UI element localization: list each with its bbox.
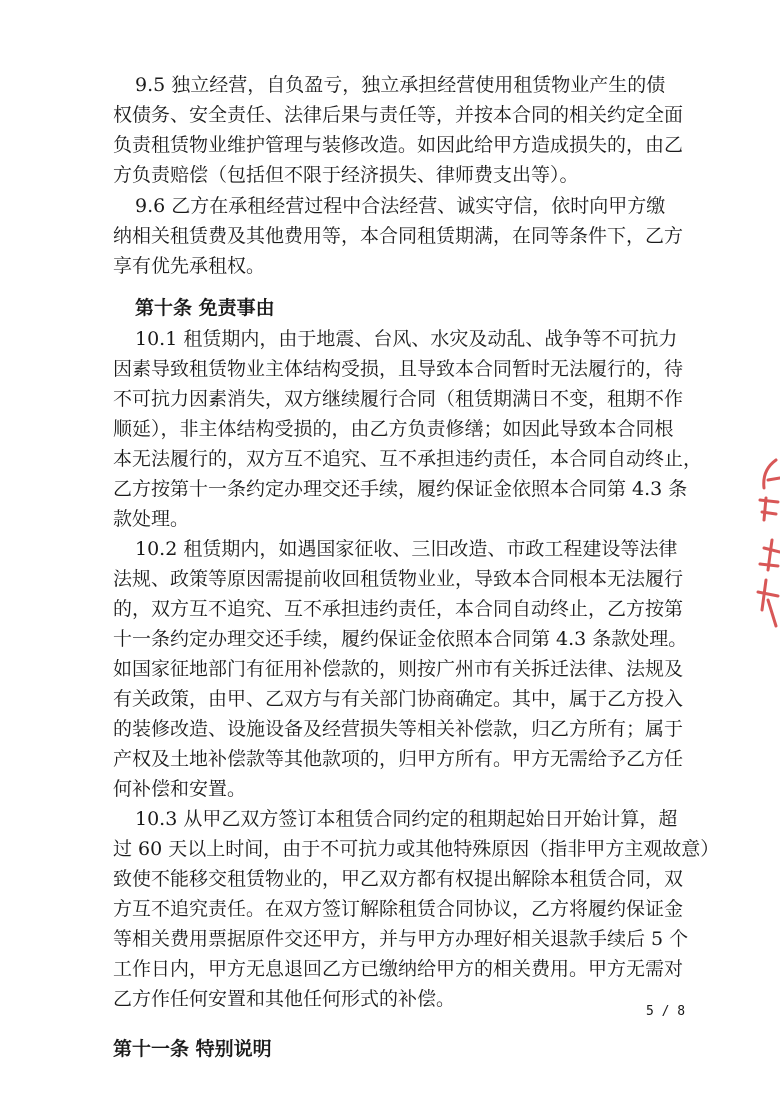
text-line: 有关政策，由甲、乙双方与有关部门协商确定。其中，属于乙方投入: [113, 688, 684, 710]
text-line: 本无法履行的，双方互不追究、互不承担违约责任，本合同自动终止，: [113, 448, 703, 470]
text-line: 工作日内，甲方无息退回乙方已缴纳给甲方的相关费用。甲方无需对: [113, 958, 684, 980]
text-line: 方负责赔偿（包括但不限于经济损失、律师费支出等）。: [113, 164, 579, 186]
text-line: 10.3 从甲乙双方签订本租赁合同约定的租期起始日开始计算，超: [135, 808, 678, 830]
text-line: 10.1 租赁期内，由于地震、台风、水灾及动乱、战争等不可抗力: [135, 328, 678, 350]
page-number: 5 / 8: [646, 1004, 686, 1019]
text-line: 负责租赁物业维护管理与装修改造。如因此给甲方造成损失的，由乙: [113, 134, 684, 156]
text-line: 如国家征地部门有征用补偿款的，则按广州市有关拆迁法律、法规及: [113, 658, 684, 680]
text-line: 乙方按第十一条约定办理交还手续，履约保证金依照本合同第 4.3 条: [113, 478, 688, 500]
text-line: 的装修改造、设施设备及经营损失等相关补偿款，归乙方所有；属于: [113, 718, 684, 740]
text-line: 致使不能移交租赁物业的，甲乙双方都有权提出解除本租赁合同，双: [113, 868, 684, 890]
text-line: 因素导致租赁物业主体结构受损，且导致本合同暂时无法履行的，待: [113, 358, 684, 380]
section-heading: 第十一条 特别说明: [113, 1038, 272, 1060]
text-line: 十一条约定办理交还手续，履约保证金依照本合同第 4.3 条款处理。: [113, 628, 688, 650]
text-line: 顺延），非主体结构受损的，由乙方负责修缮；如因此导致本合同根: [113, 418, 674, 440]
text-line: 何补偿和安置。: [113, 778, 247, 800]
text-line: 不可抗力因素消失，双方继续履行合同（租赁期满日不变，租期不作: [113, 388, 684, 410]
seal-stamp-icon: [738, 440, 780, 640]
text-line: 等相关费用票据原件交还甲方，并与甲方办理好相关退款手续后 5 个: [113, 928, 689, 950]
text-line: 享有优先承租权。: [113, 255, 266, 277]
text-line: 乙方作任何安置和其他任何形式的补偿。: [113, 988, 456, 1010]
text-line: 权债务、安全责任、法律后果与责任等，并按本合同的相关约定全面: [113, 104, 684, 126]
text-line: 的，双方互不追究、互不承担违约责任，本合同自动终止，乙方按第: [113, 598, 684, 620]
section-heading: 第十条 免责事由: [135, 297, 275, 319]
text-line: 9.5 独立经营，自负盈亏，独立承担经营使用租赁物业产生的债: [135, 74, 666, 96]
text-line: 过 60 天以上时间，由于不可抗力或其他特殊原因（指非甲方主观故意）: [113, 838, 720, 860]
text-line: 法规、政策等原因需提前收回租赁物业业，导致本合同根本无法履行: [113, 568, 684, 590]
text-line: 纳相关租赁费及其他费用等，本合同租赁期满，在同等条件下，乙方: [113, 225, 684, 247]
text-line: 10.2 租赁期内，如遇国家征收、三旧改造、市政工程建设等法律: [135, 538, 678, 560]
text-line: 款处理。: [113, 508, 190, 530]
text-line: 方互不追究责任。在双方签订解除租赁合同协议，乙方将履约保证金: [113, 898, 684, 920]
text-line: 9.6 乙方在承租经营过程中合法经营、诚实守信，依时向甲方缴: [135, 195, 666, 217]
text-line: 产权及土地补偿款等其他款项的，归甲方所有。甲方无需给予乙方任: [113, 748, 684, 770]
